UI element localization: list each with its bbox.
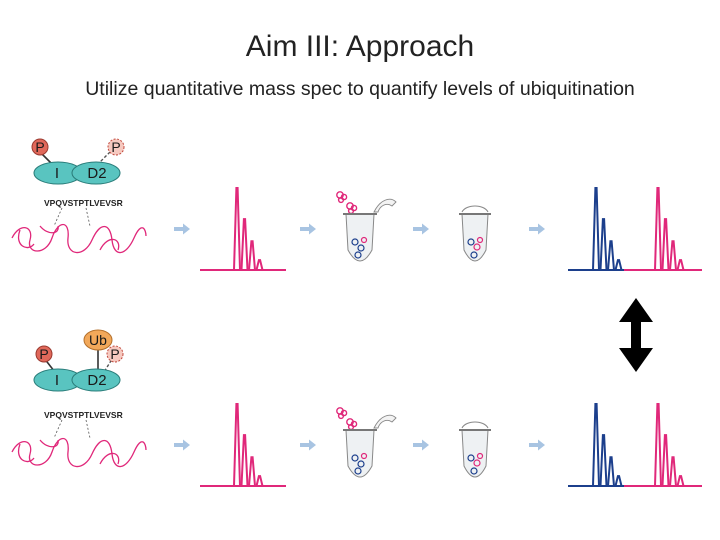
phospho-right-label: P bbox=[110, 346, 120, 362]
spectrum-light bbox=[200, 404, 286, 486]
spectrum-peak bbox=[678, 476, 684, 486]
domain-d2-label: D2 bbox=[87, 372, 107, 389]
spectrum-peak bbox=[257, 260, 263, 270]
spectrum-peak bbox=[234, 188, 240, 270]
phospho-left-label: P bbox=[35, 139, 45, 155]
right-arrow-icon bbox=[300, 440, 316, 451]
spectrum-peak bbox=[670, 457, 676, 486]
microcentrifuge-tube-icon bbox=[459, 422, 491, 477]
right-arrow-icon bbox=[413, 224, 429, 235]
phospho-left-label: P bbox=[39, 346, 49, 362]
spectrum-peak bbox=[593, 404, 599, 486]
spectrum-peak bbox=[257, 476, 263, 486]
spectrum-peak bbox=[234, 404, 240, 486]
right-arrow-icon bbox=[174, 440, 190, 451]
spectrum-peak bbox=[601, 435, 607, 486]
peptide-sequence: VPQVSTPTLVEVSR bbox=[44, 198, 123, 208]
ubiquitin-label: Ub bbox=[89, 332, 107, 348]
row-ubiquitinated bbox=[12, 330, 702, 486]
microcentrifuge-tube-icon bbox=[337, 192, 396, 261]
right-arrow-icon bbox=[529, 440, 545, 451]
phospho-right-label: P bbox=[111, 139, 121, 155]
spectrum-combined bbox=[568, 188, 702, 270]
right-arrow-icon bbox=[413, 440, 429, 451]
spectrum-peak bbox=[608, 457, 614, 486]
spectrum-peak bbox=[249, 241, 255, 270]
protein-complex-unmodified bbox=[32, 139, 124, 184]
spectrum-peak bbox=[655, 188, 661, 270]
peptide-sequence: VPQVSTPTLVEVSR bbox=[44, 410, 123, 420]
spectrum-peak bbox=[678, 260, 684, 270]
slide-subtitle: Utilize quantitative mass spec to quantify levels of ubiquitination bbox=[85, 78, 635, 100]
spectrum-combined bbox=[568, 404, 702, 486]
spectrum-peak bbox=[593, 188, 599, 270]
domain-d2-label: D2 bbox=[87, 165, 107, 182]
protein-chain bbox=[12, 439, 146, 467]
spectrum-peak bbox=[616, 476, 622, 486]
row-unmodified bbox=[12, 139, 702, 270]
peptide-pointers bbox=[54, 208, 90, 226]
spectrum-peak bbox=[242, 219, 248, 270]
right-arrow-icon bbox=[529, 224, 545, 235]
spectrum-light bbox=[200, 188, 286, 270]
slide-title: Aim III: Approach bbox=[245, 30, 475, 63]
spectrum-peak bbox=[608, 241, 614, 270]
spectrum-peak bbox=[601, 219, 607, 270]
spectrum-peak bbox=[616, 260, 622, 270]
right-arrow-icon bbox=[300, 224, 316, 235]
protein-complex-ubiquitinated bbox=[34, 330, 123, 391]
domain-i-label: I bbox=[54, 165, 60, 182]
domain-i-label: I bbox=[54, 372, 60, 389]
spectrum-peak bbox=[249, 457, 255, 486]
spectrum-peak bbox=[663, 435, 669, 486]
spectrum-peak bbox=[663, 219, 669, 270]
spectrum-peak bbox=[655, 404, 661, 486]
microcentrifuge-tube-icon bbox=[337, 408, 396, 477]
protein-chain bbox=[12, 225, 146, 253]
double-headed-vertical-arrow-icon bbox=[619, 298, 653, 372]
microcentrifuge-tube-icon bbox=[459, 206, 491, 261]
right-arrow-icon bbox=[174, 224, 190, 235]
spectrum-peak bbox=[670, 241, 676, 270]
spectrum-peak bbox=[242, 435, 248, 486]
peptide-pointers bbox=[54, 420, 90, 438]
